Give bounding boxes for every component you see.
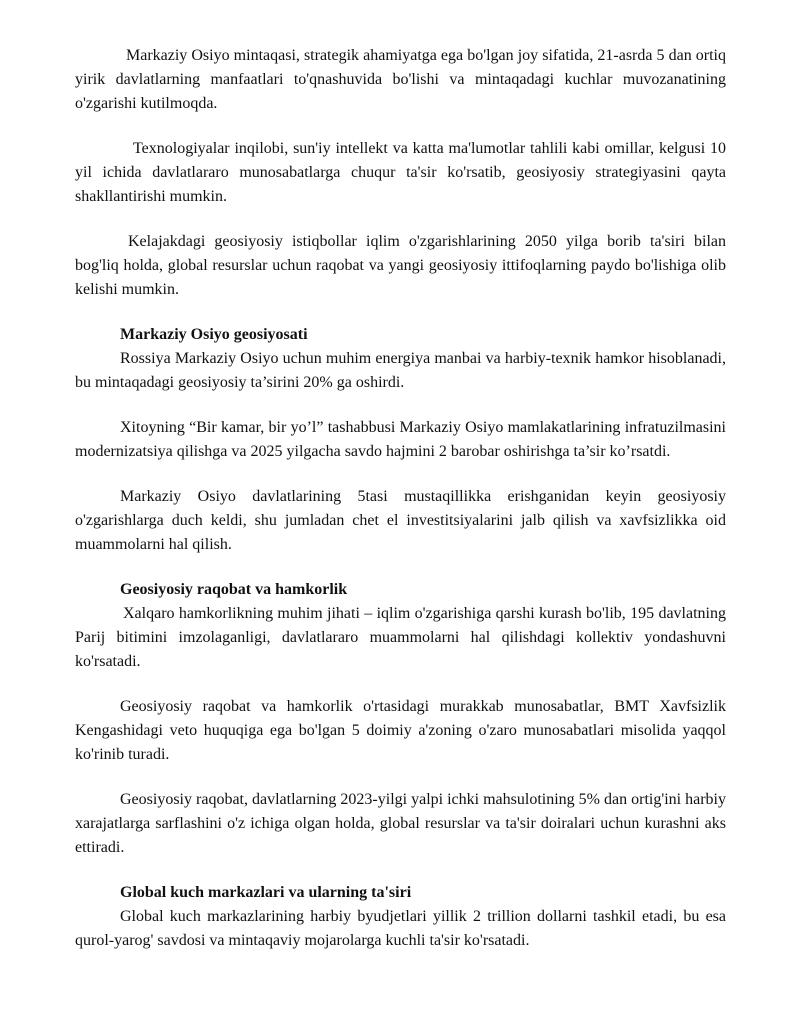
section-paragraph: Xitoyning “Bir kamar, bir yo’l” tashabbusi Markaziy Osiyo mamlakatlarining infratuzilmasini modernizatsiya qilishga va 2025 yilgacha savdo hajmini 2 barobar oshirishga ta’sir ko’rsatdi. bbox=[75, 419, 726, 460]
intro-paragraph: Kelajakdagi geosiyosiy istiqbollar iqlim o'zgarishlarining 2050 yilga borib ta'siri bilan bog'liq holda, global resurslar uchun raqobat va yangi geosiyosiy ittifoqlarning paydo bo'lishiga olib kelishi mumkin. bbox=[75, 233, 726, 298]
section-paragraph: Markaziy Osiyo davlatlarining 5tasi mustaqillikka erishganidan keyin geosiyosiy o'zgarishlarga duch keldi, shu jumladan chet el investitsiyalarini jalb qilish va xavfsizlikka oid muammolarni hal qilish. bbox=[75, 488, 726, 553]
intro-paragraph: Texnologiyalar inqilobi, sun'iy intellekt va katta ma'lumotlar tahlili kabi omillar, kelgusi 10 yil ichida davlatlararo munosabatlarga chuqur ta'sir ko'rsatib, geosiyosiy strategiyasini qayta shakllantirishi mumkin. bbox=[75, 140, 726, 205]
section-paragraph: Rossiya Markaziy Osiyo uchun muhim energiya manbai va harbiy-texnik hamkor hisoblanadi, bu mintaqadagi geosiyosiy ta’sirini 20% ga oshirdi. bbox=[75, 350, 726, 391]
section-paragraph: Xalqaro hamkorlikning muhim jihati – iqlim o'zgarishiga qarshi kurash bo'lib, 195 davlatning Parij bitimini imzolaganligi, davlatlararo muammolarni hal qilishdagi kollektiv yondashuvni ko'rsatadi. bbox=[75, 605, 726, 670]
document-page bbox=[75, 44, 726, 974]
section-paragraph: Geosiyosiy raqobat, davlatlarning 2023-yilgi yalpi ichki mahsulotining 5% dan ortig'ini harbiy xarajatlarga sarflashini o'z ichiga olgan holda, global resurslar va ta'sir doiralari uchun kurashni aks ettiradi. bbox=[75, 791, 726, 856]
intro-paragraph: Markaziy Osiyo mintaqasi, strategik ahamiyatga ega bo'lgan joy sifatida, 21-asrda 5 dan ortiq yirik davlatlarning manfaatlari to'qnashuvida bo'lishi va mintaqadagi kuchlar muvozanatining o'zgarishi kutilmoqda. bbox=[75, 47, 726, 112]
section-paragraph: Global kuch markazlarining harbiy byudjetlari yillik 2 trillion dollarni tashkil etadi, bu esa qurol-yarog' savdosi va mintaqaviy mojarolarga kuchli ta'sir ko'rsatadi. bbox=[75, 908, 726, 949]
section-heading: Geosiyosiy raqobat va hamkorlik bbox=[120, 581, 348, 598]
section-heading: Global kuch markazlari va ularning ta'siri bbox=[120, 884, 412, 901]
section-paragraph: Geosiyosiy raqobat va hamkorlik o'rtasidagi murakkab munosabatlar, BMT Xavfsizlik Kengashidagi veto huquqiga ega bo'lgan 5 doimiy a'zoning o'zaro munosabatlari misolida yaqqol ko'rinib turadi. bbox=[75, 698, 726, 763]
section-heading: Markaziy Osiyo geosiyosati bbox=[120, 326, 308, 343]
